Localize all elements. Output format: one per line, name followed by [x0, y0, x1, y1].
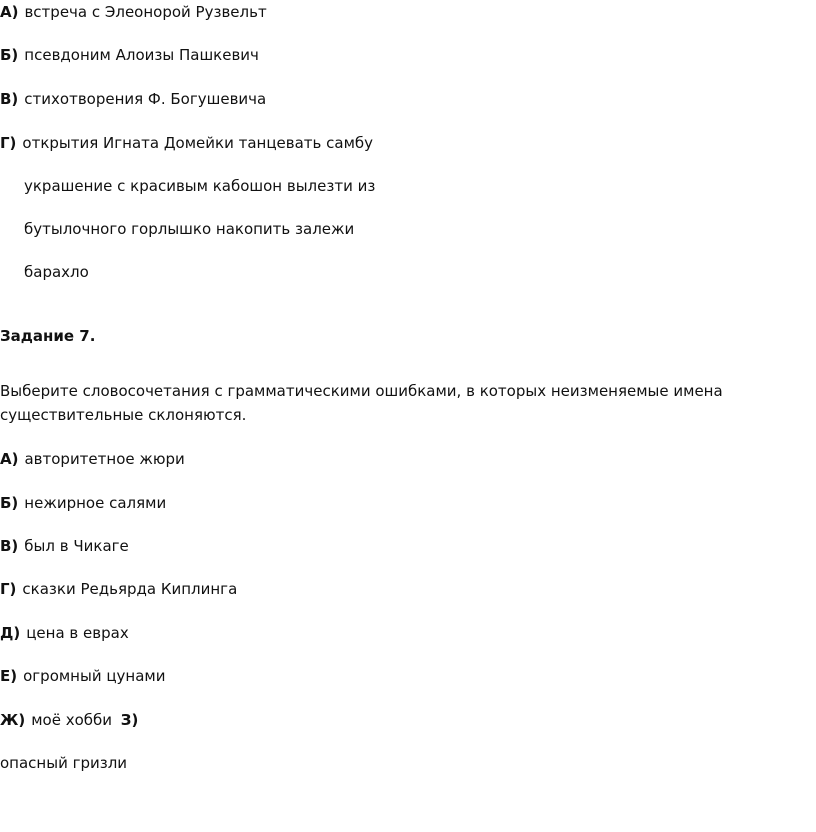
- option-text: нежирное салями: [24, 494, 167, 512]
- option-label: А): [0, 3, 19, 21]
- option-text: псевдоним Алоизы Пашкевич: [24, 46, 259, 64]
- task7-option-e: [0, 666, 166, 686]
- task-question-line2: существительные склоняются.: [0, 406, 247, 424]
- option-text: моё хобби: [31, 711, 113, 729]
- option-label: В): [0, 537, 19, 555]
- option-label: Е): [0, 667, 18, 685]
- option-text: авторитетное жюри: [24, 450, 185, 468]
- task-heading: Задание 7.: [0, 327, 96, 345]
- option-label: А): [0, 450, 19, 468]
- continuation-line: бутылочного горлышко накопить залежи: [24, 220, 355, 238]
- task7-option-b: [0, 493, 166, 513]
- option-v: [0, 89, 266, 109]
- option-label: Б): [0, 494, 19, 512]
- option-text: сказки Редьярда Киплинга: [22, 580, 238, 598]
- option-label: Ж): [0, 711, 26, 729]
- option-b: [0, 45, 259, 65]
- task7-option-d: [0, 623, 129, 643]
- task7-option-zh: [0, 710, 144, 730]
- option-text: цена в еврах: [26, 624, 129, 642]
- option-label: Г): [0, 134, 17, 152]
- task7-option-g: [0, 579, 237, 599]
- option-label: Д): [0, 624, 21, 642]
- option-text: огромный цунами: [23, 667, 166, 685]
- task7-option-a: [0, 449, 185, 469]
- continuation-line: украшение с красивым кабошон вылезти из: [24, 177, 376, 195]
- task7-last-line: опасный гризли: [0, 754, 128, 772]
- option-text: открытия Игната Домейки танцевать самбу: [22, 134, 374, 152]
- option-text: был в Чикаге: [24, 537, 129, 555]
- option-text: стихотворения Ф. Богушевича: [24, 90, 267, 108]
- continuation-line: барахло: [24, 263, 89, 281]
- option-label: З): [120, 711, 139, 729]
- task7-option-v: [0, 536, 129, 556]
- option-label: В): [0, 90, 19, 108]
- task-question-line1: Выберите словосочетания с грамматическими ошибками, в которых неизменяемые имена: [0, 382, 723, 400]
- option-label: Б): [0, 46, 19, 64]
- option-label: Г): [0, 580, 17, 598]
- option-text: встреча с Элеонорой Рузвельт: [24, 3, 267, 21]
- option-g: [0, 133, 373, 153]
- option-a: [0, 2, 267, 22]
